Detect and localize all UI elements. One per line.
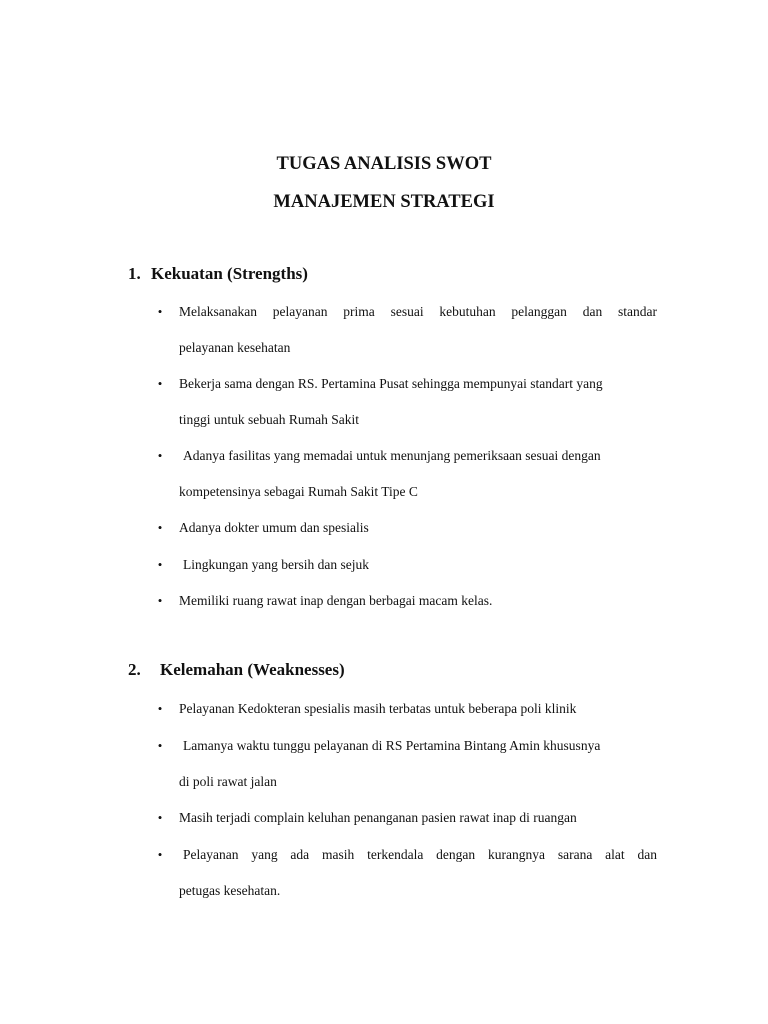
bullet-icon: • — [157, 304, 163, 319]
list-item-line: Pelayanan Kedokteran spesialis masih terbatas untuk beberapa poli klinik — [179, 701, 577, 716]
list-item-line: Adanya fasilitas yang memadai untuk menunjang pemeriksaan sesuai dengan — [183, 448, 601, 463]
list-item-line: petugas kesehatan. — [179, 883, 281, 898]
list-item-line: tinggi untuk sebuah Rumah Sakit — [179, 412, 359, 427]
list-item-line: Masih terjadi complain keluhan penanganan pasien rawat inap di ruangan — [179, 810, 577, 825]
bullet-icon: • — [157, 520, 163, 535]
bullet-icon: • — [157, 557, 163, 572]
list-item-line: pelayanan kesehatan — [179, 340, 291, 355]
list-item-line: Melaksanakan pelayanan prima sesuai kebutuhan pelanggan dan standar — [179, 304, 657, 319]
list-item-line: Lamanya waktu tunggu pelayanan di RS Pertamina Bintang Amin khususnya — [183, 738, 601, 753]
bullet-icon: • — [157, 593, 163, 608]
bullet-icon: • — [157, 738, 163, 753]
list-item-line: Pelayanan yang ada masih terkendala dengan kurangnya sarana alat dan — [183, 847, 657, 862]
section-number: 1. — [128, 264, 141, 283]
list-item-line: kompetensinya sebagai Rumah Sakit Tipe C — [179, 484, 418, 499]
section-title: Kekuatan (Strengths) — [151, 264, 308, 283]
bullet-icon: • — [157, 847, 163, 862]
document-title: TUGAS ANALISIS SWOT — [276, 154, 492, 174]
bullet-icon: • — [157, 810, 163, 825]
bullet-icon: • — [157, 701, 163, 716]
section-number: 2. — [128, 660, 141, 679]
bullet-icon: • — [157, 376, 163, 391]
list-item-line: Lingkungan yang bersih dan sejuk — [183, 557, 369, 572]
list-item-line: Memiliki ruang rawat inap dengan berbagai macam kelas. — [179, 593, 493, 608]
list-item-line: Bekerja sama dengan RS. Pertamina Pusat sehingga mempunyai standart yang — [179, 376, 603, 391]
section-heading-strengths — [128, 263, 308, 285]
document-subtitle: MANAJEMEN STRATEGI — [273, 192, 495, 212]
section-title: Kelemahan (Weaknesses) — [160, 660, 345, 679]
bullet-icon: • — [157, 448, 163, 463]
list-item-line: Adanya dokter umum dan spesialis — [179, 520, 369, 535]
list-item-line: di poli rawat jalan — [179, 774, 277, 789]
section-heading-weaknesses — [128, 659, 345, 681]
